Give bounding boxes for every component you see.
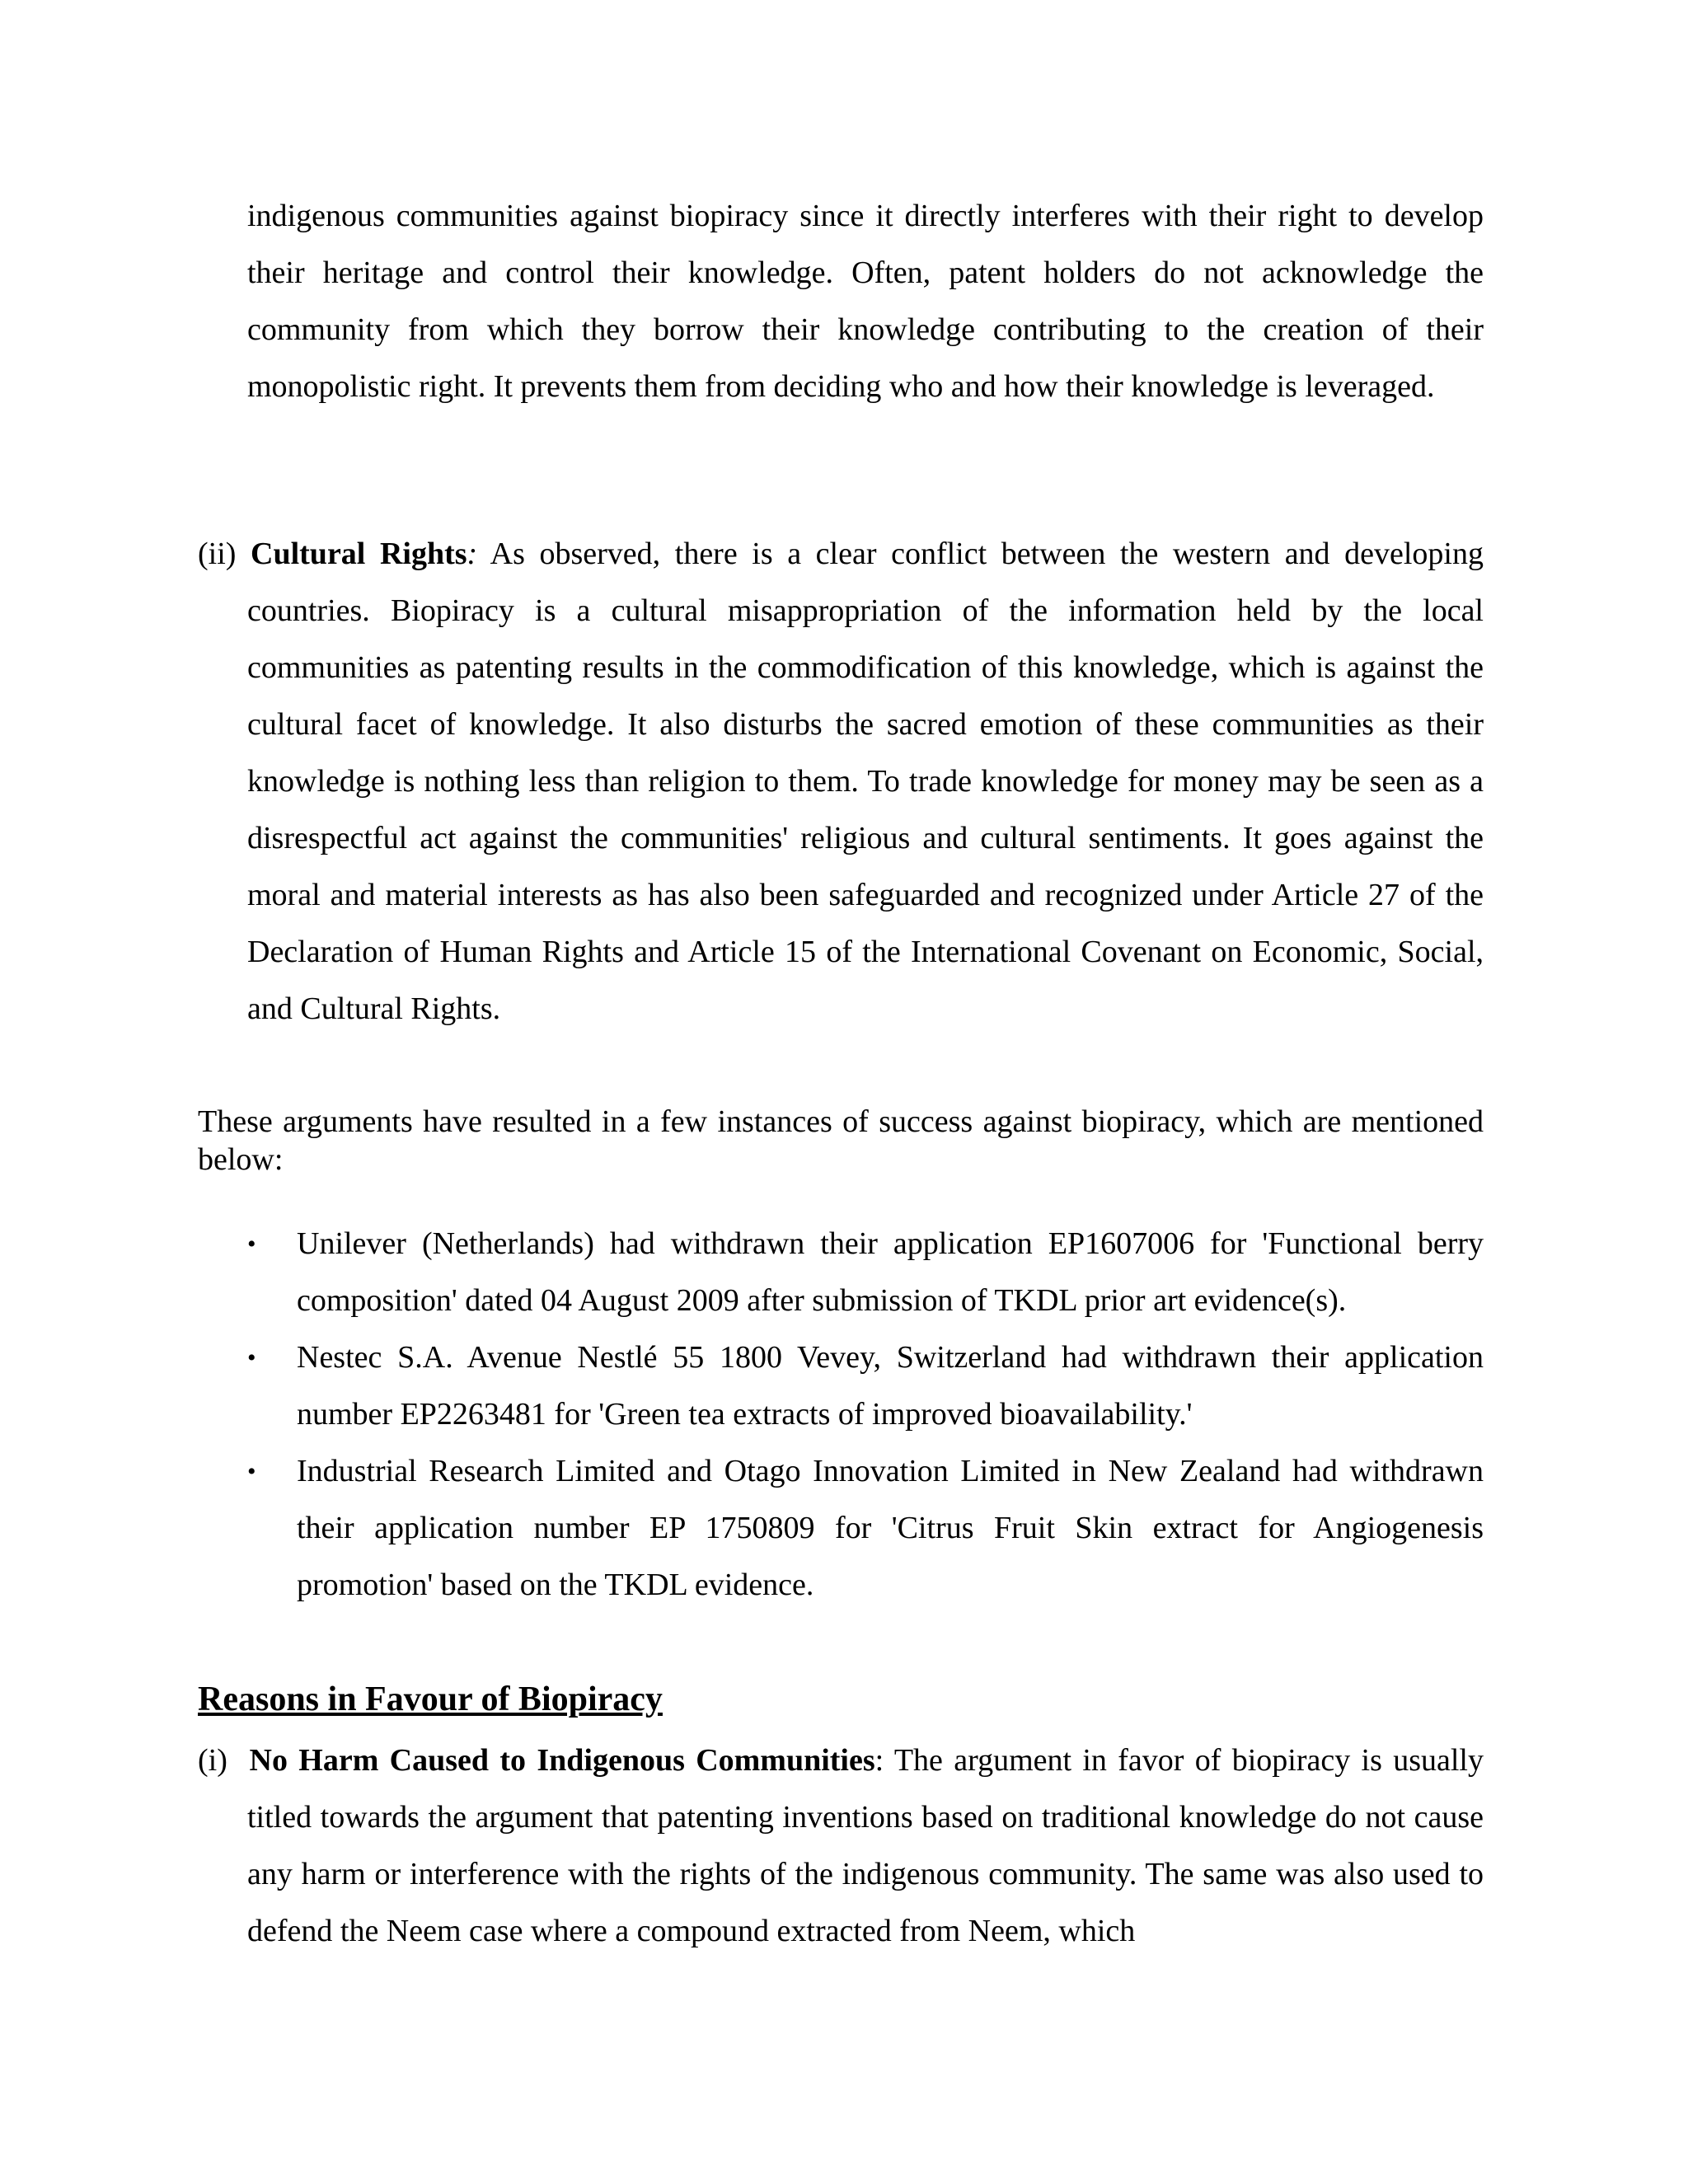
cultural-rights-title: Cultural Rights [251, 537, 467, 571]
cultural-rights-number: (ii) [198, 537, 251, 571]
list-item [198, 1329, 1484, 1443]
list-item-text: Unilever (Netherlands) had withdrawn their application EP1607006 for 'Functional berry composition' dated 04 August 2009 after submission of TKDL prior art evidence(s). [297, 1226, 1484, 1318]
no-harm-item [198, 1732, 1484, 1960]
intro-paragraph: These arguments have resulted in a few instances of success against biopiracy, which are mentioned below: [198, 1104, 1484, 1177]
cultural-rights-colon: : [467, 537, 478, 571]
list-item-text: Nestec S.A. Avenue Nestlé 55 1800 Vevey, Switzerland had withdrawn their application number EP2263481 for 'Green tea extracts of improved bioavailability.' [297, 1340, 1484, 1432]
no-harm-title: No Harm Caused to Indigenous Communities [249, 1743, 875, 1778]
no-harm-paragraph [198, 1732, 1484, 1960]
no-harm-text: : The argument in favor of biopiracy is usually titled towards the argument that patenting inventions based on traditional knowledge do not cause any harm or interference with the rights of the indigenous community. The same was also used to defend the Neem case where a compound extracted from Neem, which [247, 1743, 1484, 1948]
cultural-rights-text: As observed, there is a clear conflict between the western and developing countries. Biopiracy is a cultural misappropriation of the information held by the local communities as patenting results in the commodification of this knowledge, which is against the cultural facet of knowledge. It also disturbs the sacred emotion of these communities as their knowledge is nothing less than religion to them. To trade knowledge for money may be seen as a disrespectful act against the communities' religious and cultural sentiments. It goes against the moral and material interests as has also been safeguarded and recognized under Article 27 of the Declaration of Human Rights and Article 15 of the International Covenant on Economic, Social, and Cultural Rights. [247, 537, 1484, 1026]
cultural-rights-item [198, 526, 1484, 1038]
continuation-paragraph: indigenous communities against biopiracy since it directly interferes with their right to develop their heritage and control their knowledge. Often, patent holders do not acknowledge the community from which they borrow their knowledge contributing to the creation of their monopolistic right. It prevents them from deciding who and how their knowledge is leveraged. [247, 199, 1484, 404]
cultural-rights-paragraph [198, 526, 1484, 1038]
list-item-text: Industrial Research Limited and Otago Innovation Limited in New Zealand had withdrawn their application number EP 1750809 for 'Citrus Fruit Skin extract for Angiogenesis promotion' based on the TKDL evidence. [297, 1454, 1484, 1602]
bullet-icon: • [247, 1230, 256, 1258]
no-harm-number: (i) [198, 1743, 250, 1778]
section-heading: Reasons in Favour of Biopiracy [198, 1680, 663, 1718]
list-item [198, 1443, 1484, 1614]
bullet-icon: • [247, 1458, 256, 1485]
bullet-icon: • [247, 1344, 256, 1371]
list-item [198, 1216, 1484, 1329]
success-list [198, 1216, 1484, 1614]
